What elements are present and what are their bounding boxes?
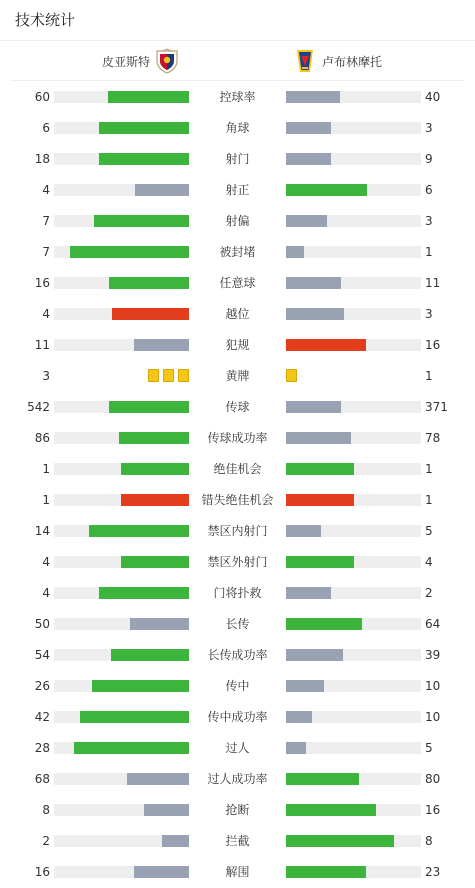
home-stat-value: 26 [34, 679, 50, 693]
home-stat-bar [162, 835, 189, 847]
home-stat-value: 4 [42, 555, 50, 569]
away-stat-value: 6 [425, 183, 433, 197]
home-stat-value: 18 [34, 152, 50, 166]
away-stat-value: 9 [425, 152, 433, 166]
home-stat-bar [74, 742, 189, 754]
home-stat-bar-track [54, 711, 189, 723]
stat-row [0, 671, 475, 702]
away-stat-value: 16 [425, 338, 441, 352]
yellow-card-icon [178, 369, 189, 382]
home-stat-bar [134, 866, 189, 878]
away-stat-value: 1 [425, 369, 433, 383]
away-stat-value: 1 [425, 462, 433, 476]
yellow-card-icon [148, 369, 159, 382]
stat-label: 黄牌 [225, 369, 250, 383]
home-stat-bar [94, 215, 189, 227]
home-stat-bar-track [54, 122, 189, 134]
away-stat-bar [286, 184, 367, 196]
home-stat-value: 16 [34, 865, 50, 879]
teams-header [10, 41, 465, 81]
away-stat-value: 3 [425, 307, 433, 321]
stat-row [0, 237, 475, 268]
away-stat-bar [286, 277, 341, 289]
stat-label: 越位 [225, 307, 250, 321]
page-title: 技术统计 [15, 11, 76, 29]
stat-row [0, 702, 475, 733]
home-stat-bar [134, 339, 189, 351]
stat-row [0, 330, 475, 361]
away-stat-bar-track [286, 463, 421, 475]
away-stat-bar-track [286, 432, 421, 444]
stat-row [0, 454, 475, 485]
away-stat-bar-track [286, 773, 421, 785]
home-stat-bar-track [54, 587, 189, 599]
away-stat-bar-track [286, 215, 421, 227]
away-stat-bar [286, 122, 331, 134]
away-stat-bar [286, 463, 354, 475]
away-stat-bar-track [286, 122, 421, 134]
home-stat-bar [92, 680, 189, 692]
yellow-card-icon [163, 369, 174, 382]
home-stat-bar [109, 277, 189, 289]
stat-row [0, 113, 475, 144]
away-stat-value: 4 [425, 555, 433, 569]
away-stat-bar [286, 494, 354, 506]
away-stat-bar-track [286, 153, 421, 165]
stat-label: 错失绝佳机会 [201, 493, 274, 507]
away-stat-value: 64 [425, 617, 441, 631]
home-stat-bar [111, 649, 189, 661]
away-stat-bar-track [286, 91, 421, 103]
away-stat-bar [286, 587, 331, 599]
home-stat-value: 7 [42, 245, 50, 259]
stat-row [0, 547, 475, 578]
home-stat-value: 11 [34, 338, 50, 352]
home-stat-bar [119, 432, 189, 444]
home-stat-value: 1 [42, 493, 50, 507]
stat-row [0, 206, 475, 237]
stat-label: 控球率 [219, 90, 256, 104]
away-stat-bar-track [286, 618, 421, 630]
home-stat-bar-track [54, 184, 189, 196]
stat-label: 被封堵 [219, 245, 256, 259]
stat-label: 传球 [225, 400, 250, 414]
away-stat-bar-track [286, 711, 421, 723]
home-stat-value: 60 [34, 90, 50, 104]
away-team[interactable] [292, 48, 382, 74]
home-stat-bar-track [54, 246, 189, 258]
away-stat-bar-track [286, 649, 421, 661]
away-stat-bar [286, 804, 376, 816]
home-stat-bar [112, 308, 189, 320]
home-yellow-cards [148, 369, 189, 382]
stat-row [0, 764, 475, 795]
home-stat-bar [127, 773, 189, 785]
home-stat-bar [121, 556, 189, 568]
stat-label: 传中 [225, 679, 250, 693]
away-yellow-cards [286, 369, 297, 382]
away-stat-value: 11 [425, 276, 441, 290]
home-stat-bar-track [54, 680, 189, 692]
home-stat-bar [135, 184, 189, 196]
home-stat-value: 4 [42, 307, 50, 321]
away-stat-bar [286, 246, 304, 258]
home-stat-value: 542 [27, 400, 50, 414]
away-stat-bar [286, 711, 312, 723]
home-stat-bar [144, 804, 189, 816]
home-stat-bar [99, 153, 189, 165]
home-stat-value: 54 [34, 648, 50, 662]
home-stat-value: 3 [42, 369, 50, 383]
stat-label: 过人成功率 [207, 772, 268, 786]
stat-row [0, 857, 475, 888]
away-stat-value: 3 [425, 121, 433, 135]
away-stat-value: 5 [425, 524, 433, 538]
away-stat-bar-track [286, 339, 421, 351]
away-stat-bar [286, 339, 366, 351]
home-stat-value: 42 [34, 710, 50, 724]
stat-row [0, 82, 475, 113]
home-stat-bar-track [54, 866, 189, 878]
home-stat-value: 16 [34, 276, 50, 290]
stat-row [0, 516, 475, 547]
home-stat-bar-track [54, 153, 189, 165]
home-stat-bar-track [54, 277, 189, 289]
away-stat-value: 2 [425, 586, 433, 600]
stat-label: 射偏 [225, 214, 250, 228]
away-stat-bar-track [286, 866, 421, 878]
home-stat-value: 7 [42, 214, 50, 228]
away-stat-bar [286, 91, 340, 103]
home-stat-value: 86 [34, 431, 50, 445]
home-team[interactable] [102, 48, 180, 74]
away-stat-bar-track [286, 246, 421, 258]
away-stat-value: 5 [425, 741, 433, 755]
away-stat-bar [286, 618, 362, 630]
stat-label: 传中成功率 [207, 710, 268, 724]
away-stat-bar-track [286, 835, 421, 847]
stat-row [0, 795, 475, 826]
away-stat-bar-track [286, 308, 421, 320]
away-team-crest-icon [292, 48, 318, 74]
away-team-name: 卢布林摩托 [322, 54, 383, 69]
away-stat-value: 40 [425, 90, 441, 104]
stat-row [0, 423, 475, 454]
away-stat-value: 1 [425, 493, 433, 507]
home-stat-value: 4 [42, 183, 50, 197]
away-stat-bar-track [286, 184, 421, 196]
stat-label: 过人 [225, 741, 250, 755]
away-stat-bar [286, 773, 359, 785]
home-stat-bar-track [54, 773, 189, 785]
stat-row [0, 268, 475, 299]
home-stat-bar-track [54, 525, 189, 537]
away-stat-bar [286, 215, 327, 227]
away-stat-value: 16 [425, 803, 441, 817]
stat-row [0, 361, 475, 392]
stat-row [0, 144, 475, 175]
home-stat-value: 14 [34, 524, 50, 538]
home-stat-bar [121, 494, 189, 506]
stat-label: 任意球 [219, 276, 256, 290]
away-stat-value: 10 [425, 679, 441, 693]
away-stat-bar-track [286, 525, 421, 537]
home-stat-bar-track [54, 91, 189, 103]
stat-row [0, 392, 475, 423]
away-stat-bar-track [286, 556, 421, 568]
home-stat-bar [99, 122, 189, 134]
away-stat-bar [286, 866, 366, 878]
stat-row [0, 609, 475, 640]
home-stat-bar [99, 587, 189, 599]
away-stat-value: 371 [425, 400, 448, 414]
home-stat-bar [121, 463, 189, 475]
stat-row [0, 826, 475, 857]
away-stat-bar-track [286, 277, 421, 289]
stat-label: 抢断 [225, 803, 250, 817]
home-stat-value: 28 [34, 741, 50, 755]
home-stat-value: 6 [42, 121, 50, 135]
away-stat-bar-track [286, 742, 421, 754]
away-stat-bar [286, 308, 344, 320]
home-stat-bar-track [54, 463, 189, 475]
stat-label: 拦截 [225, 834, 250, 848]
home-stat-bar [89, 525, 189, 537]
home-stat-bar-track [54, 339, 189, 351]
home-stat-bar-track [54, 401, 189, 413]
away-stat-value: 39 [425, 648, 441, 662]
away-stat-bar-track [286, 587, 421, 599]
home-stat-bar [109, 401, 189, 413]
stats-list [0, 82, 475, 888]
stat-label: 门将扑救 [213, 586, 262, 600]
home-stat-bar-track [54, 308, 189, 320]
home-stat-bar-track [54, 804, 189, 816]
away-stat-value: 8 [425, 834, 433, 848]
home-stat-value: 2 [42, 834, 50, 848]
home-team-name: 皮亚斯特 [101, 54, 150, 69]
home-stat-value: 50 [34, 617, 50, 631]
home-stat-bar-track [54, 556, 189, 568]
stat-label: 射正 [225, 183, 250, 197]
home-stat-bar-track [54, 432, 189, 444]
home-stat-value: 1 [42, 462, 50, 476]
home-stat-bar-track [54, 215, 189, 227]
home-stat-bar-track [54, 649, 189, 661]
home-team-crest-icon [154, 48, 180, 74]
stat-row [0, 640, 475, 671]
away-stat-bar-track [286, 494, 421, 506]
home-stat-bar [70, 246, 189, 258]
away-stat-bar [286, 680, 324, 692]
away-stat-bar-track [286, 680, 421, 692]
stat-label: 角球 [225, 121, 250, 135]
home-stat-value: 8 [42, 803, 50, 817]
away-stat-value: 3 [425, 214, 433, 228]
stat-row [0, 175, 475, 206]
stat-row [0, 578, 475, 609]
away-stat-bar [286, 742, 306, 754]
away-stat-bar [286, 432, 351, 444]
away-stat-value: 23 [425, 865, 441, 879]
away-stat-bar [286, 649, 343, 661]
away-stat-value: 80 [425, 772, 441, 786]
away-stat-bar-track [286, 401, 421, 413]
home-stat-bar [108, 91, 189, 103]
away-stat-bar [286, 153, 331, 165]
home-stat-bar-track [54, 835, 189, 847]
home-stat-bar [130, 618, 189, 630]
home-stat-value: 68 [34, 772, 50, 786]
stat-label: 传球成功率 [207, 431, 268, 445]
stat-label: 射门 [225, 152, 250, 166]
away-stat-value: 78 [425, 431, 441, 445]
home-stat-bar-track [54, 742, 189, 754]
stat-label: 禁区外射门 [207, 555, 268, 569]
stat-row [0, 485, 475, 516]
stat-row [0, 733, 475, 764]
away-stat-bar [286, 835, 394, 847]
away-stat-value: 1 [425, 245, 433, 259]
stat-label: 长传成功率 [207, 648, 268, 662]
stat-label: 禁区内射门 [207, 524, 268, 538]
home-stat-bar-track [54, 618, 189, 630]
away-stat-bar [286, 401, 341, 413]
stat-row [0, 299, 475, 330]
home-stat-value: 4 [42, 586, 50, 600]
stat-label: 解围 [225, 865, 250, 879]
home-stat-bar-track [54, 494, 189, 506]
away-stat-bar [286, 525, 321, 537]
away-stat-bar [286, 556, 354, 568]
home-stat-bar [80, 711, 189, 723]
stat-label: 绝佳机会 [213, 462, 262, 476]
yellow-card-icon [286, 369, 297, 382]
away-stat-value: 10 [425, 710, 441, 724]
stat-label: 长传 [225, 617, 250, 631]
stat-label: 犯规 [225, 338, 250, 352]
away-stat-bar-track [286, 804, 421, 816]
